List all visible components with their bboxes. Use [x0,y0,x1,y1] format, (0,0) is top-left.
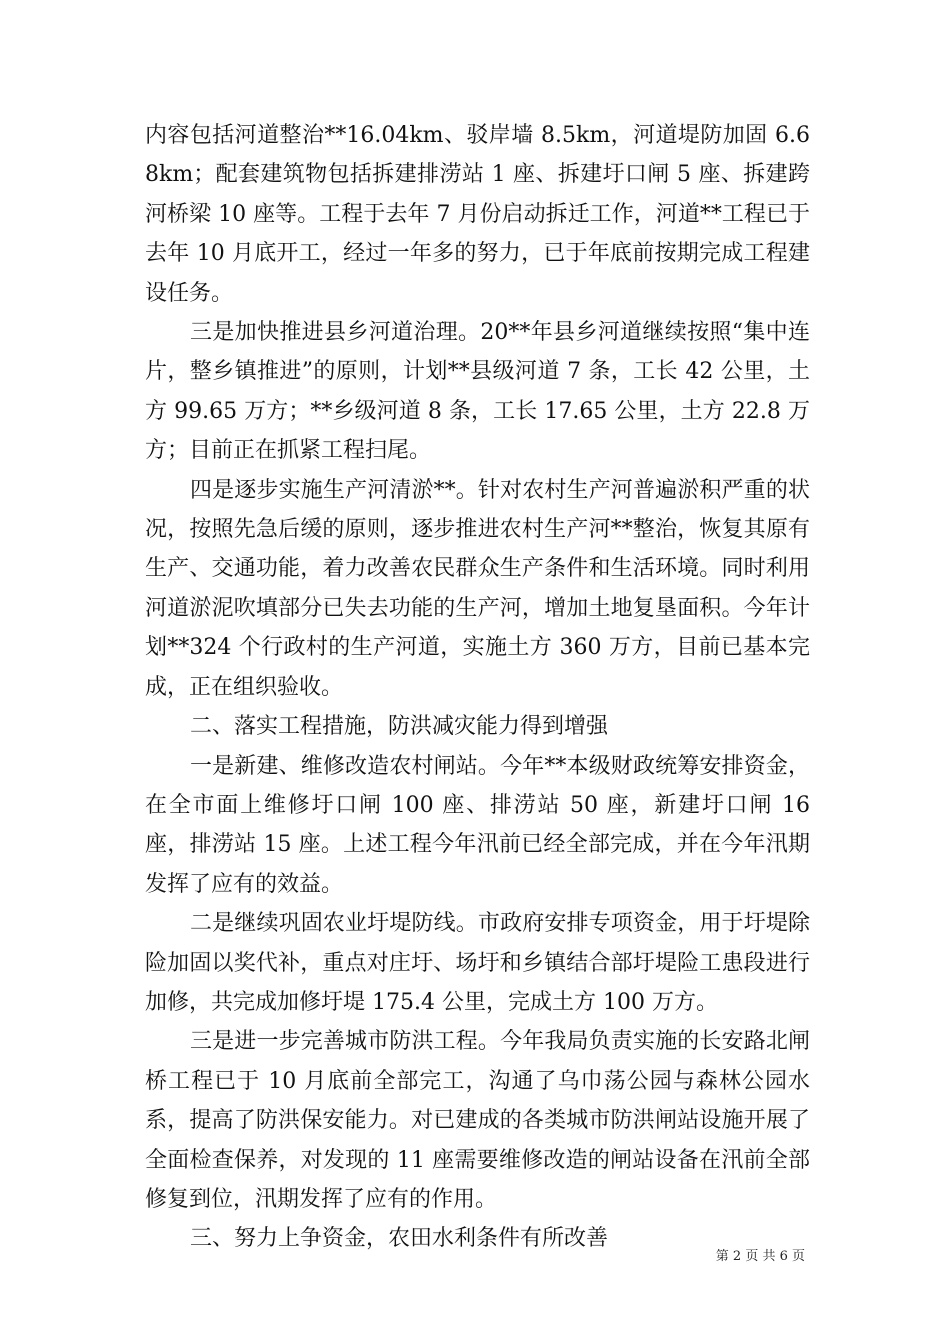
paragraph-5: 二是继续巩固农业圩堤防线。市政府安排专项资金，用于圩堤除险加固以奖代补，重点对庄圩、场圩和乡镇结合部圩堤险工患段进行加修，共完成加修圩堤 175.4 公里，完成土方 100 万方。 [145,911,810,1015]
section-heading-2: 二、落实工程措施，防洪减灾能力得到增强 [190,714,609,740]
section-heading-3: 三、努力上争资金，农田水利条件有所改善 [190,1226,609,1252]
paragraph-2: 三是加快推进县乡河道治理。20**年县乡河道继续按照“集中连片，整乡镇推进”的原则，计划**县级河道 7 条，工长 42 公里，土方 99.65 万方；**乡级河道 8 条，工长 17.65 公里，土方 22.8 万方；目前正在抓紧工程扫尾。 [145,320,810,464]
paragraph-4: 一是新建、维修改造农村闸站。今年**本级财政统筹安排资金，在全市面上维修圩口闸 100 座、排涝站 50 座，新建圩口闸 16 座，排涝站 15 座。上述工程今年汛前已经全部完成，并在今年汛期发挥了应有的效益。 [145,753,810,897]
paragraph-1: 内容包括河道整治**16.04km、驳岸墙 8.5km，河道堤防加固 6.68km；配套建筑物包括拆建排涝站 1 座、拆建圩口闸 5 座、拆建跨河桥梁 10 座等。工程于去年 7 月份启动拆迁工作，河道**工程已于去年 10 月底开工，经过一年多的努力，已于年底前按期完成工程建设任务。 [145,123,810,306]
paragraph-3: 四是逐步实施生产河清淤**。针对农村生产河普遍淤积严重的状况，按照先急后缓的原则，逐步推进农村生产河**整治，恢复其原有生产、交通功能，着力改善农民群众生产条件和生活环境。同时利用河道淤泥吹填部分已失去功能的生产河，增加土地复垦面积。今年计划**324 个行政村的生产河道，实施土方 360 万方，目前已基本完成，正在组织验收。 [145,477,810,700]
document-body [145,116,810,1259]
paragraph-6: 三是进一步完善城市防洪工程。今年我局负责实施的长安路北闸桥工程已于 10 月底前全部完工，沟通了乌巾荡公园与森林公园水系，提高了防洪保安能力。对已建成的各类城市防洪闸站设施开展了全面检查保养，对发现的 11 座需要维修改造的闸站设备在汛前全部修复到位，汛期发挥了应有的作用。 [145,1029,810,1212]
page-number: 第 2 页 共 6 页 [715,1249,805,1264]
